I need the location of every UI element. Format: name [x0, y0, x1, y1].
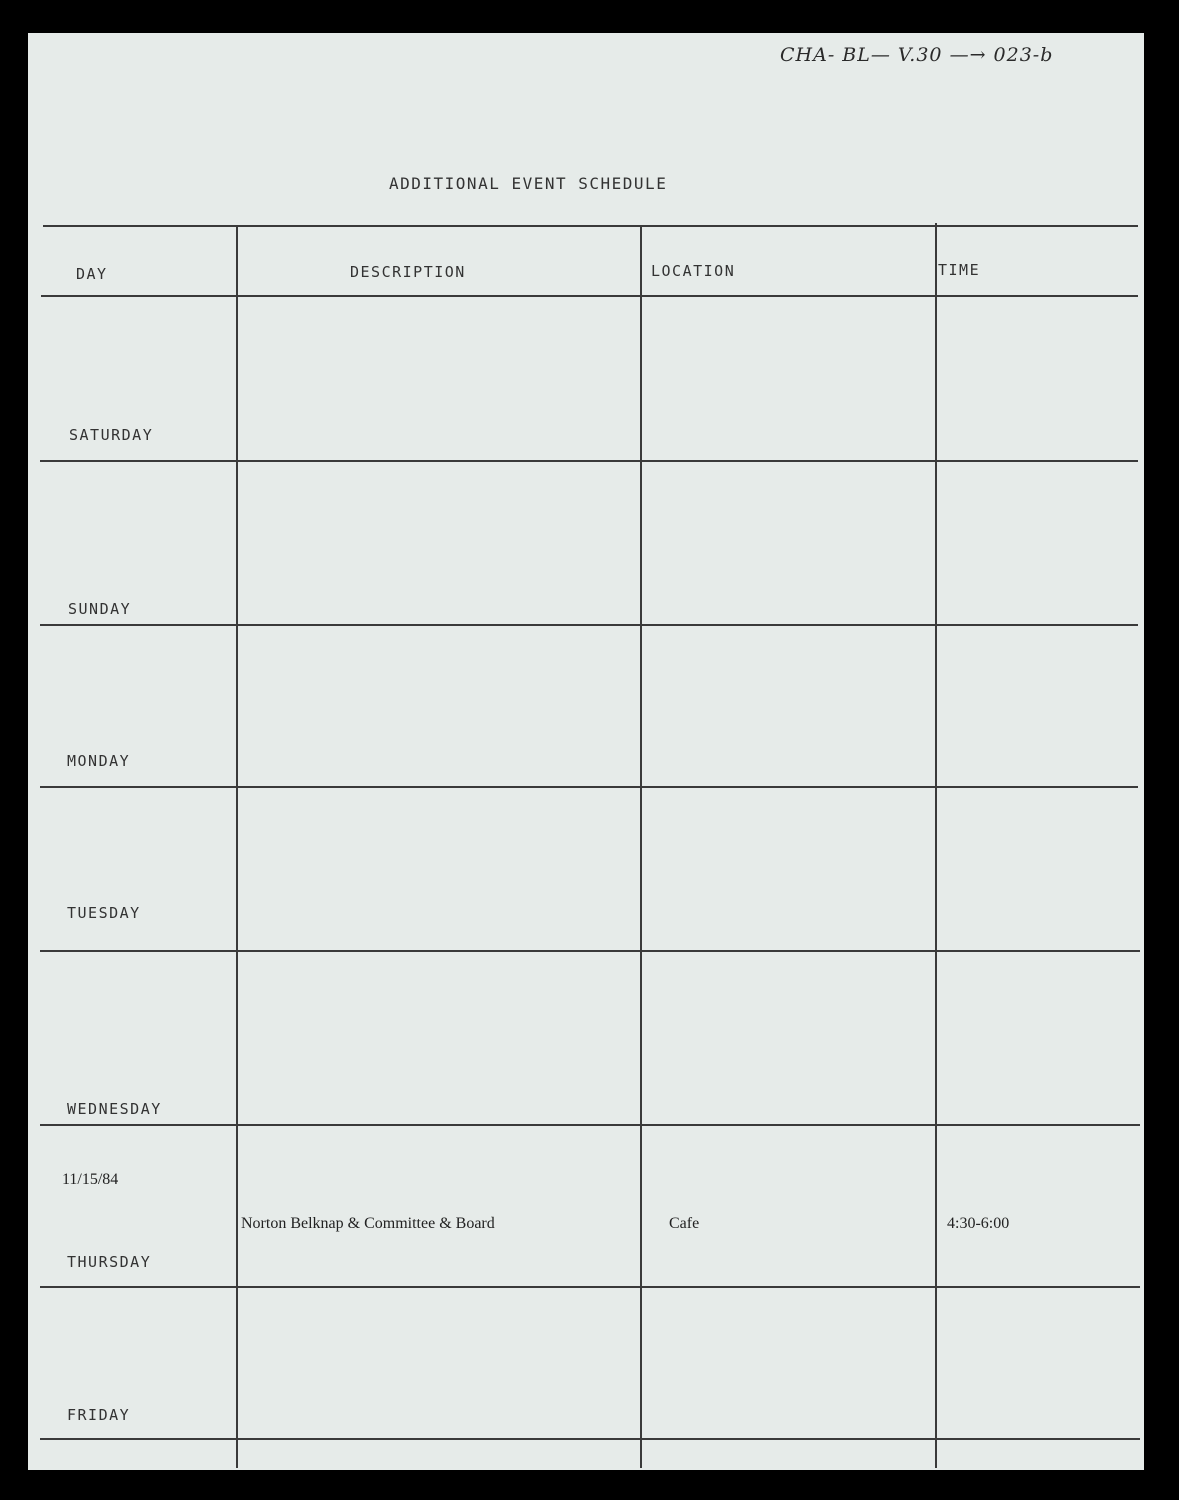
- archive-id-handwritten: CHA- BL— V.30 —→ 023-b: [780, 44, 1054, 66]
- day-tuesday: TUESDAY: [67, 904, 141, 922]
- table-column-rule: [640, 225, 642, 1468]
- day-wednesday: WEDNESDAY: [67, 1100, 162, 1118]
- table-rule: [43, 225, 1138, 227]
- table-rule: [40, 624, 1138, 626]
- entry-date: 11/15/84: [62, 1171, 119, 1188]
- entry-description: Norton Belknap & Committee & Board: [241, 1215, 495, 1232]
- column-header-time: TIME: [938, 261, 981, 279]
- page-title: ADDITIONAL EVENT SCHEDULE: [389, 174, 668, 193]
- table-rule: [40, 460, 1138, 462]
- day-saturday: SATURDAY: [69, 426, 154, 444]
- table-column-rule: [935, 223, 937, 1468]
- column-header-location: LOCATION: [651, 262, 736, 280]
- table-rule: [40, 1124, 1140, 1126]
- day-thursday: THURSDAY: [67, 1253, 152, 1271]
- column-header-description: DESCRIPTION: [350, 263, 466, 281]
- table-column-rule: [236, 225, 238, 1468]
- column-header-day: DAY: [76, 265, 108, 283]
- day-sunday: SUNDAY: [68, 600, 132, 618]
- day-monday: MONDAY: [67, 752, 131, 770]
- table-rule: [41, 295, 1138, 297]
- document-page: [28, 33, 1144, 1470]
- entry-time: 4:30-6:00: [947, 1215, 1010, 1232]
- entry-location: Cafe: [669, 1215, 700, 1232]
- table-rule: [40, 1286, 1140, 1288]
- table-rule: [40, 786, 1138, 788]
- table-rule: [40, 950, 1140, 952]
- table-rule: [40, 1438, 1140, 1440]
- day-friday: FRIDAY: [67, 1406, 131, 1424]
